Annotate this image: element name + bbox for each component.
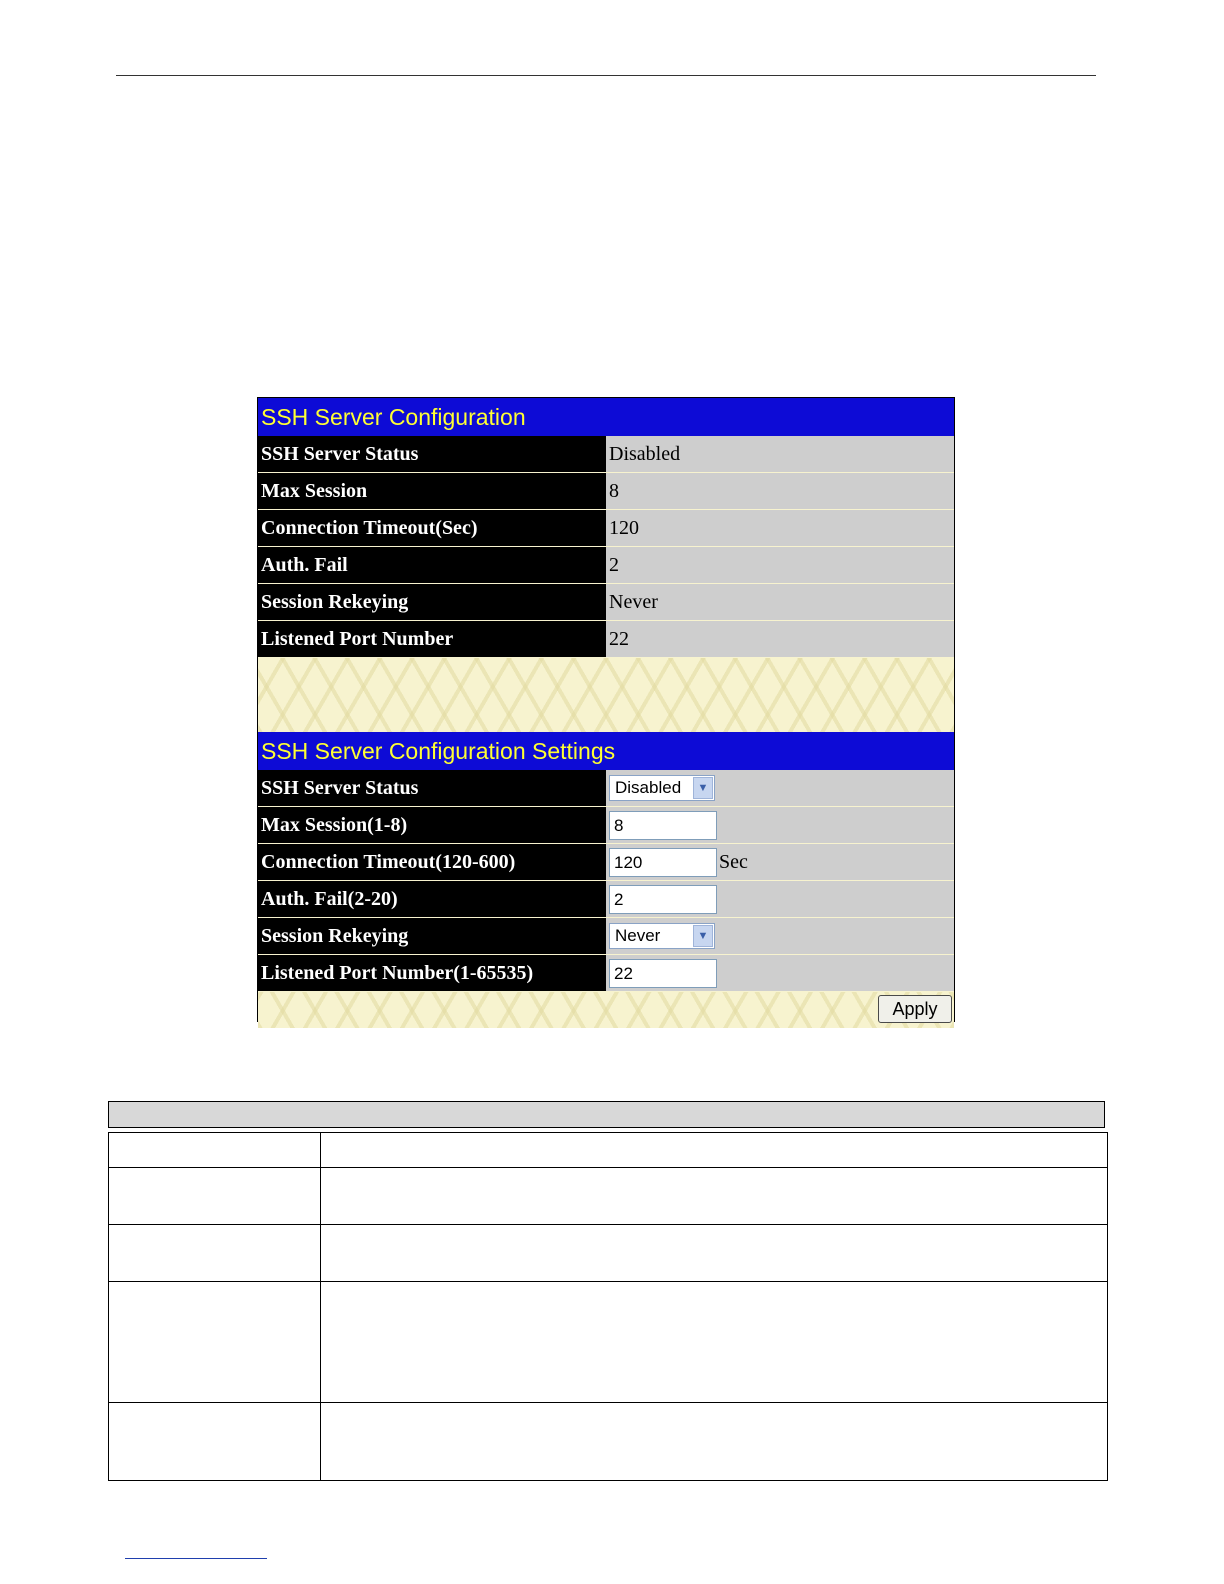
setting-row-auth-fail xyxy=(258,881,954,918)
session-rekeying-select[interactable] xyxy=(609,923,715,949)
table-cell xyxy=(321,1133,1108,1168)
row-value-cell xyxy=(606,881,954,917)
apply-button[interactable]: Apply xyxy=(878,995,952,1023)
setting-row-session-rekeying xyxy=(258,918,954,955)
table-cell xyxy=(321,1282,1108,1403)
row-label: Listened Port Number(1-65535) xyxy=(258,955,606,991)
table-cell xyxy=(109,1168,321,1225)
row-value: 8 xyxy=(606,473,954,509)
header-rule xyxy=(116,75,1096,76)
row-value: Disabled xyxy=(606,436,954,472)
status-row-connection-timeout xyxy=(258,510,954,547)
setting-row-max-session xyxy=(258,807,954,844)
row-label: Connection Timeout(120-600) xyxy=(258,844,606,880)
timeout-unit: Sec xyxy=(719,851,748,873)
select-value: Disabled xyxy=(615,778,682,797)
row-label: Auth. Fail xyxy=(258,547,606,583)
status-row-listened-port xyxy=(258,621,954,658)
row-value-cell xyxy=(606,770,954,806)
table-cell xyxy=(109,1133,321,1168)
row-value: 22 xyxy=(606,621,954,657)
row-label: Session Rekeying xyxy=(258,584,606,620)
description-table-header xyxy=(108,1101,1105,1128)
table-row xyxy=(109,1403,1108,1481)
setting-row-ssh-server-status xyxy=(258,770,954,807)
table-cell xyxy=(109,1225,321,1282)
row-label: Max Session(1-8) xyxy=(258,807,606,843)
row-label: Max Session xyxy=(258,473,606,509)
table-row xyxy=(109,1282,1108,1403)
row-label: Session Rekeying xyxy=(258,918,606,954)
max-session-input[interactable]: 8 xyxy=(609,811,717,840)
row-value: Never xyxy=(606,584,954,620)
apply-row xyxy=(258,992,954,1028)
connection-timeout-input[interactable]: 120 xyxy=(609,848,717,877)
setting-row-connection-timeout xyxy=(258,844,954,881)
status-panel-title: SSH Server Configuration xyxy=(258,398,954,436)
chevron-down-icon[interactable]: ▼ xyxy=(693,925,713,947)
row-label: Listened Port Number xyxy=(258,621,606,657)
status-row-ssh-server-status xyxy=(258,436,954,473)
row-value: 120 xyxy=(606,510,954,546)
row-label: Connection Timeout(Sec) xyxy=(258,510,606,546)
row-label: SSH Server Status xyxy=(258,770,606,806)
row-value-cell xyxy=(606,844,954,880)
table-cell xyxy=(109,1403,321,1481)
row-value-cell xyxy=(606,955,954,991)
row-label: SSH Server Status xyxy=(258,436,606,472)
table-cell xyxy=(109,1282,321,1403)
setting-row-listened-port xyxy=(258,955,954,992)
select-value: Never xyxy=(615,926,661,945)
table-cell xyxy=(321,1403,1108,1481)
status-row-max-session xyxy=(258,473,954,510)
ssh-server-status-select[interactable] xyxy=(609,775,715,801)
auth-fail-input[interactable]: 2 xyxy=(609,885,717,914)
listened-port-input[interactable]: 22 xyxy=(609,959,717,988)
table-row xyxy=(109,1133,1108,1168)
ssh-config-panel xyxy=(257,397,955,1022)
table-row xyxy=(109,1225,1108,1282)
chevron-down-icon[interactable]: ▼ xyxy=(693,777,713,799)
row-value: 2 xyxy=(606,547,954,583)
footer-link-underline[interactable] xyxy=(125,1558,267,1559)
status-row-session-rekeying xyxy=(258,584,954,621)
description-table xyxy=(108,1132,1108,1481)
row-value-cell xyxy=(606,807,954,843)
status-row-auth-fail xyxy=(258,547,954,584)
settings-panel-title: SSH Server Configuration Settings xyxy=(258,732,954,770)
table-cell xyxy=(321,1225,1108,1282)
table-row xyxy=(109,1168,1108,1225)
row-value-cell xyxy=(606,918,954,954)
table-cell xyxy=(321,1168,1108,1225)
decorative-pattern xyxy=(258,658,954,732)
row-label: Auth. Fail(2-20) xyxy=(258,881,606,917)
